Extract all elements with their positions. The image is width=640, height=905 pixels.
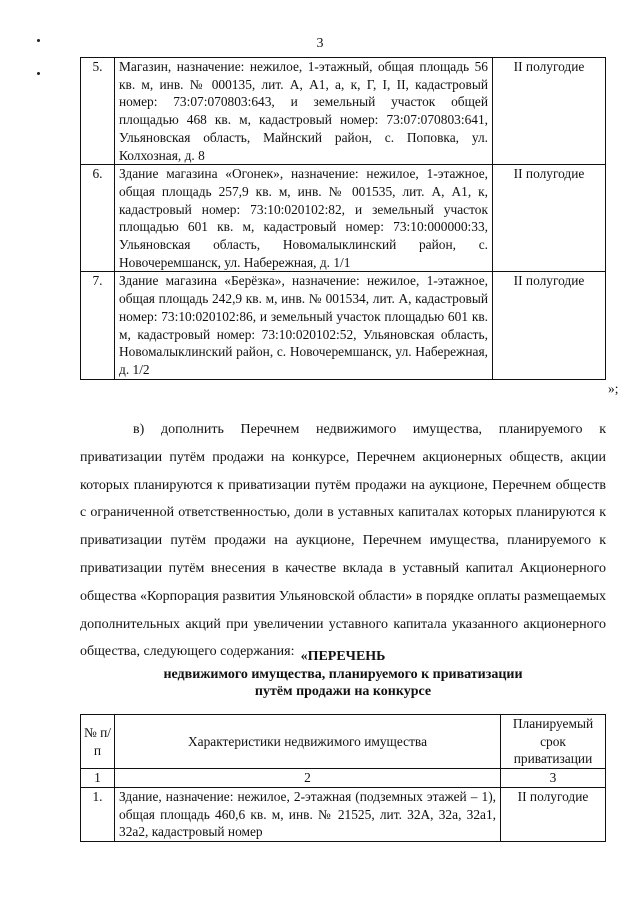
property-description: Магазин, назначение: нежилое, 1-этажный, общая площадь 56 кв. м, инв. № 000135, лит. А, А1, а, к, Г, I, II, кадастровый номер: 73:07:070803:643, и земельный участок общей площадью 468 кв. м, кадастровый номер: 73:07:070803:641, Ульяновская область, Майнский район, с. Поповка, ул. Колхозная, д. 8 [115,58,493,165]
row-number: 1. [81,787,115,841]
list-title-line-1: «ПЕРЕЧЕНЬ [300,649,386,664]
privatization-term: II полугодие [501,787,606,841]
property-table-continued [80,57,606,380]
index-col-3: 3 [501,769,606,788]
margin-mark-bottom [37,72,40,75]
row-number: 7. [81,272,115,379]
property-table-new [80,714,606,842]
privatization-term: II полугодие [493,272,606,379]
table-header-row [81,715,606,769]
list-title-line-2: недвижимого имущества, планируемого к приватизации [163,666,523,682]
header-term: Планируемый срок приватизации [501,715,606,769]
list-title-line-3: путём продажи на конкурсе [254,684,432,699]
row-number: 5. [81,58,115,165]
index-col-2: 2 [115,769,501,788]
property-description: Здание магазина «Огонек», назначение: нежилое, 1-этажное, общая площадь 257,9 кв. м, инв. № 001535, лит. А, А1, к, кадастровый номер: 73:10:020102:82, и земельный участок площадью 601 кв. м, кадастровый номер: 73:10:000000:33, Ульяновская область, Новомалыклинский район, с. Новочеремшанск, ул. Набережная, д. 1/1 [115,165,493,272]
table-row [81,58,606,165]
amendment-paragraph: в) дополнить Перечнем недвижимого имущества, планируемого к приватизации путём продажи на конкурсе, Перечнем акционерных обществ, акции которых планируются к приватизации путём продажи на аукционе, Перечнем обществ с ограниченной ответственностью, доли в уставных капиталах которых планируются к приватизации путём продажи на аукционе, Перечнем имущества, планируемого к приватизации путём внесения в качестве вклада в уставный капитал Акционерного общества «Корпорация развития Ульяновской области» в порядке оплаты размещаемых дополнительных акций при увеличении уставного капитала указанного акционерного общества, следующего содержания: [80,422,606,660]
table-row [81,272,606,379]
closing-quote-mark: »; [608,381,619,396]
property-description: Здание, назначение: нежилое, 2-этажная (подземных этажей – 1), общая площадь 460,6 кв. м, инв. № 21525, лит. 32А, 32а, 32а1, 32а2, кадастровый номер [115,787,501,841]
property-description: Здание магазина «Берёзка», назначение: нежилое, 1-этажное, общая площадь 242,9 кв. м, инв. № 001534, лит. А, кадастровый номер: 73:10:020102:86, и земельный участок площадью 601 кв. м, кадастровый номер: 73:10:020102:52, Ульяновская область, Новомалыклинский район, с. Новочеремшанск, ул. Набережная, д. 1/2 [115,272,493,379]
privatization-term: II полугодие [493,165,606,272]
index-col-1: 1 [81,769,115,788]
header-number: № п/п [81,715,115,769]
table-row [81,165,606,272]
row-number: 6. [81,165,115,272]
table-index-row [81,769,606,788]
list-title [80,648,606,701]
page-number: 3 [316,36,324,51]
privatization-term: II полугодие [493,58,606,165]
header-description: Характеристики недвижимого имущества [115,715,501,769]
table-row [81,787,606,841]
